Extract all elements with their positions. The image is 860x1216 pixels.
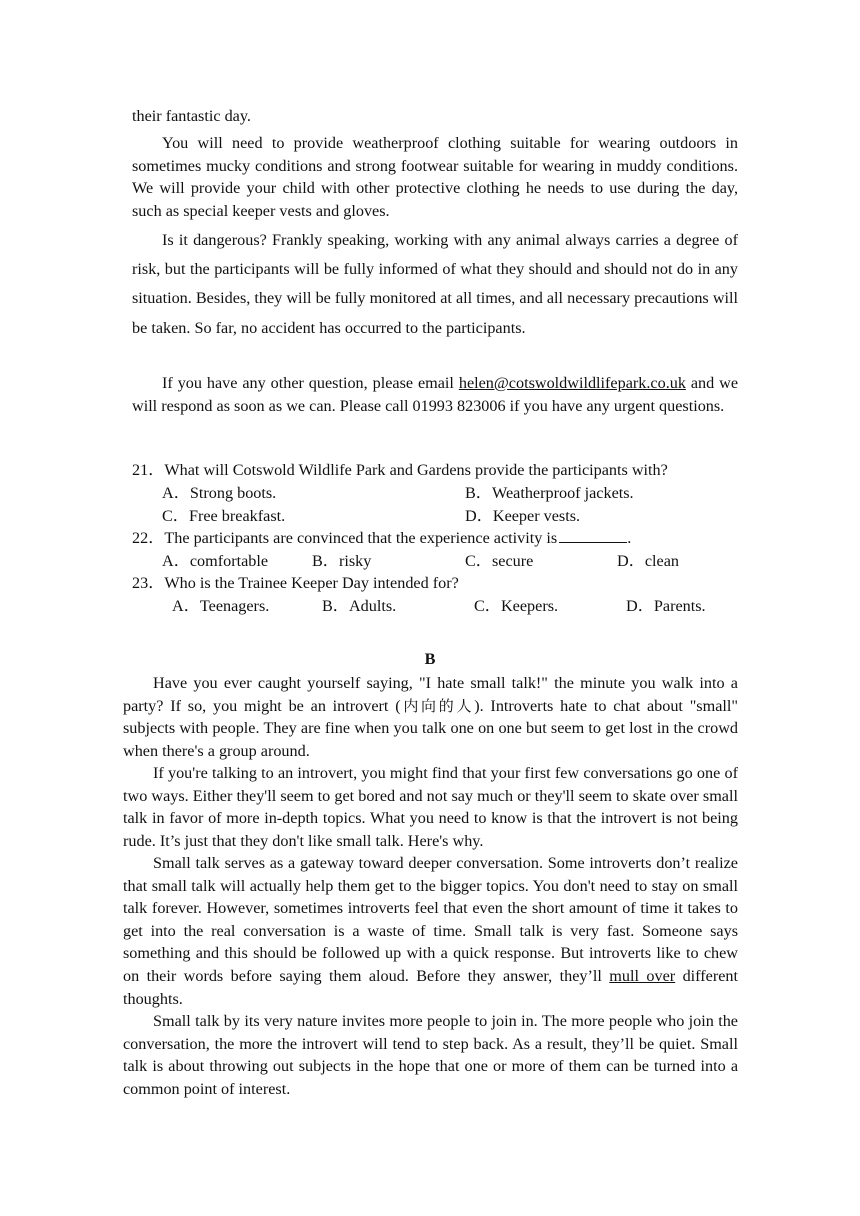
p1-text-after: ). Introverts hate to chat about "small" subjects with people. They are fine when you talk one on one but seem to get lost in the crowd when there's a group around. [123, 696, 738, 760]
question-23-option-a: A．Teenagers. [172, 597, 270, 615]
p3-text-before: Small talk serves as a gateway toward deeper conversation. Some introverts don’t realize that small talk will actually help them get to the bigger topics. You don't need to stay on small talk forever. However, sometimes introverts feel that even the short amount of time it takes to get into the real conversation is a waste of time. Small talk is very fast. Someone says something and this should be followed up with a quick response. But introverts like to chew on their words before saying them aloud. Before they answer, they’ll [123, 854, 738, 985]
p1-chinese-gloss: 内向的人 [400, 696, 475, 715]
question-22-stem-end: . [627, 529, 632, 547]
question-21: 21．What will Cotswold Wildlife Park and Gardens provide the participants with? [132, 461, 668, 479]
question-21-option-d: D．Keeper vests. [465, 507, 581, 525]
question-23-option-b: B．Adults. [322, 597, 397, 615]
question-22-option-d: D．clean [617, 552, 680, 570]
question-23: 23．Who is the Trainee Keeper Day intended for? [132, 574, 459, 592]
passage-b-paragraph-3 [123, 852, 738, 1010]
question-21-option-a: A．Strong boots. [162, 484, 277, 502]
p3-text-after: different thoughts. [123, 966, 738, 1008]
passage-a-clothing-paragraph: You will need to provide weatherproof clothing suitable for wearing outdoors in sometimes mucky conditions and strong footwear suitable for wearing in muddy conditions. We will provide your child with other protective clothing he needs to use during the day, such as special keeper vests and gloves. [132, 134, 738, 220]
question-22-option-a: A．comfortable [162, 552, 269, 570]
passage-a-danger-paragraph: Is it dangerous? Frankly speaking, working with any animal always carries a degree of risk, but the participants will be fully informed of what they should and should not do in any situation. Besides, they will be fully monitored at all times, and all necessary precautions will be taken. So far, no accident has occurred to the participants. [132, 231, 738, 337]
passage-b-paragraph-1 [123, 672, 738, 762]
question-21-option-b: B．Weatherproof jackets. [465, 484, 634, 502]
question-23-option-d: D．Parents. [626, 597, 706, 615]
contact-text-before: If you have any other question, please email [162, 374, 459, 392]
answer-blank [559, 528, 627, 543]
question-23-option-c: C．Keepers. [474, 597, 559, 615]
question-21-option-c: C．Free breakfast. [162, 507, 286, 525]
underlined-phrase: mull over [609, 966, 676, 985]
section-heading: B [424, 650, 436, 668]
contact-text-after: and we will respond as soon as we can. Please call 01993 823006 if you have any urgent questions. [132, 374, 739, 415]
passage-b-paragraph-4: Small talk by its very nature invites more people to join in. The more people who join the conversation, the more the introvert will tend to step back. As a result, they’ll be quiet. Small talk is about throwing out subjects in the hope that one or more of them can be turned into a common point of interest. [123, 1012, 738, 1098]
passage-b-paragraph-2: If you're talking to an introvert, you might find that your first few conversations go one of two ways. Either they'll seem to get bored and not say much or they'll seem to skate over small talk in favor of more in-depth topics. What you need to know is that the introvert is not being rude. It’s just that they don't like small talk. Here's why. [123, 764, 738, 850]
p1-text-before: Have you ever caught yourself saying, "I hate small talk!" the minute you walk into a party? If so, you might be an introvert ( [123, 674, 738, 715]
email-link[interactable]: helen@cotswoldwildlifepark.co.uk [458, 374, 686, 392]
passage-a-contact-paragraph [132, 372, 738, 417]
question-22 [132, 527, 631, 550]
passage-a-continuation: their fantastic day. [132, 107, 251, 125]
question-22-option-c: C．secure [465, 552, 534, 570]
question-22-option-b: B．risky [312, 552, 372, 570]
question-22-stem: 22．The participants are convinced that the experience activity is [132, 529, 558, 547]
